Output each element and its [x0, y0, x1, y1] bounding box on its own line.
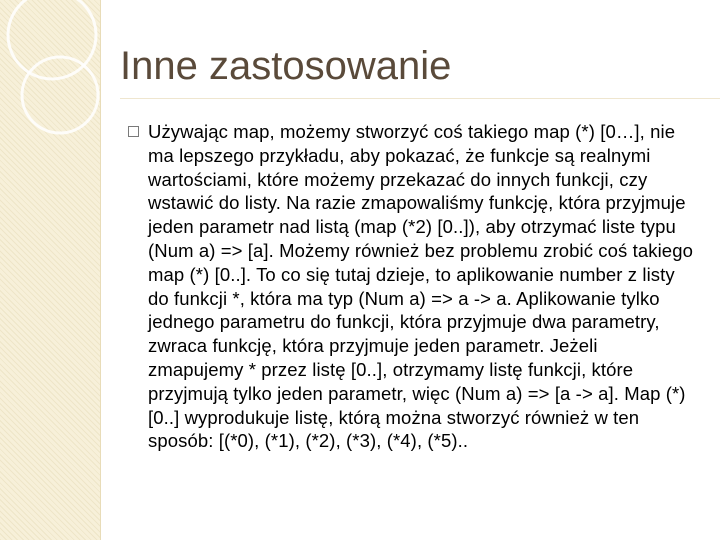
- square-bullet-icon: [128, 126, 139, 137]
- bullet-item: [128, 120, 698, 453]
- decorative-circles-icon: [0, 0, 100, 200]
- slide-title: Inne zastosowanie: [120, 44, 452, 88]
- title-divider: [120, 98, 720, 99]
- decorative-side-strip: [0, 0, 101, 540]
- bullet-text: Używając map, możemy stworzyć coś takiego map (*) [0…], nie ma lepszego przykładu, aby pokazać, że funkcje są realnymi wartościami, które możemy przekazać do innych funkcji, czy wstawić do listy. Na razie zmapowaliśmy funkcję, która przyjmuje jeden parametr nad listą (map (*2) [0..]), aby otrzymać liste typu (Num a) => [a]. Możemy również bez problemu zrobić coś takiego map (*) [0..]. To co się tutaj dzieje, to aplikowanie number z listy do funkcji *, która ma typ (Num a) => a -> a. Aplikowanie tylko jednego parametru do funkcji, która przyjmuje dwa parametry, zwraca funkcję, która przyjmuje jeden parametr. Jeżeli zmapujemy * przez listę [0..], otrzymamy listę funkcji, które przyjmują tylko jeden parametr, więc (Num a) => [a -> a]. Map (*) [0..] wyprodukuje listę, którą można stworzyć również w ten sposób: [(*0), (*1), (*2), (*3), (*4), (*5)..: [148, 121, 693, 452]
